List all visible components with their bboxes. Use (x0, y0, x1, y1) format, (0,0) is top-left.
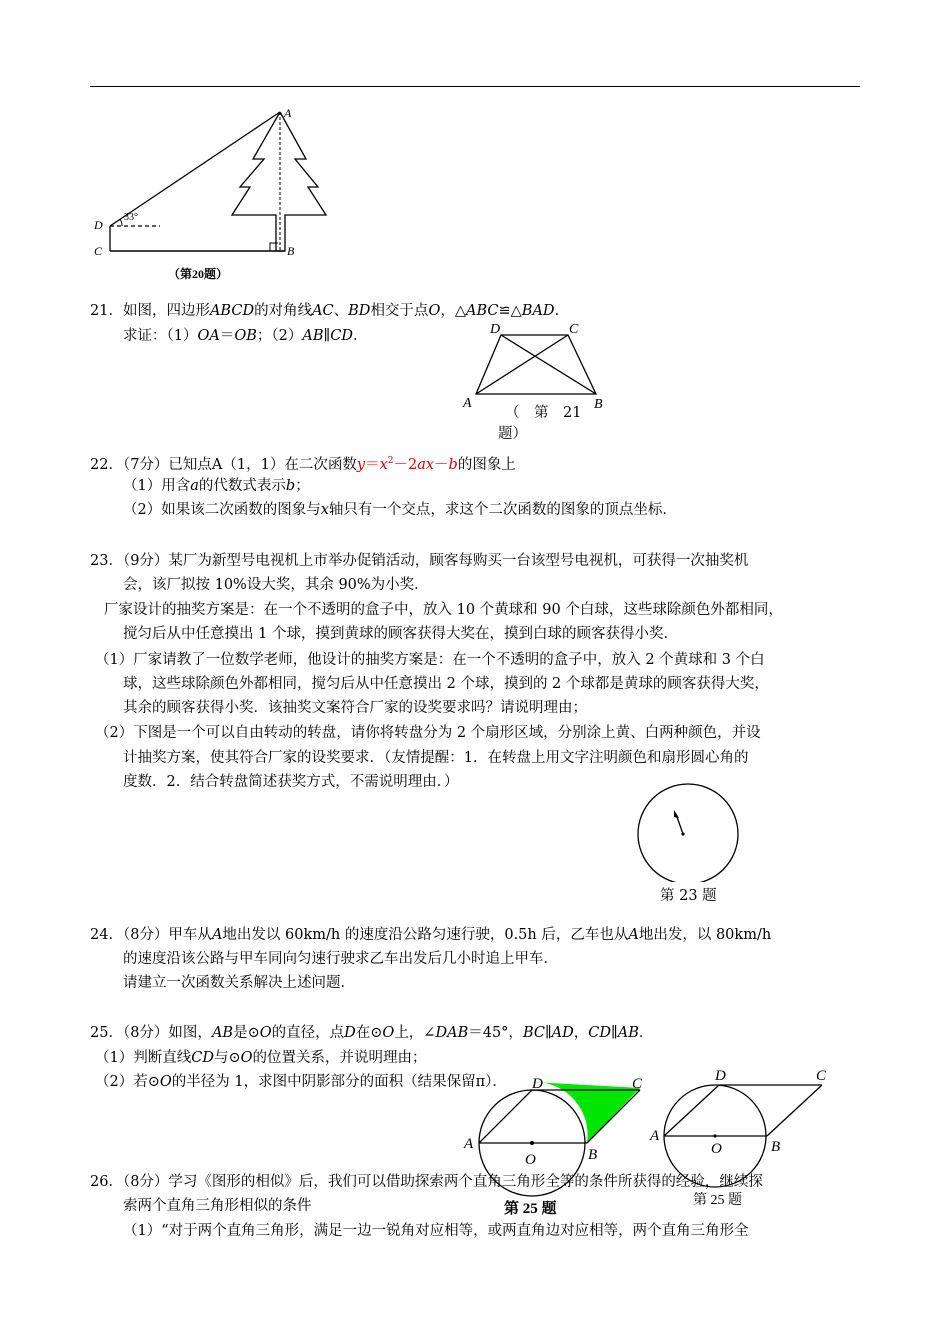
figure-25-left (460, 1072, 660, 1217)
q21-caption-2: 题） (498, 426, 527, 442)
figure-21 (458, 322, 618, 447)
q26-line2: 索两个直角三角形相似的条件 (123, 1198, 312, 1214)
diagonal-AC (476, 335, 568, 394)
line-BC (767, 1085, 822, 1136)
figure-20 (88, 105, 348, 285)
q25-part1: （1）判断直线CD与⊙O的位置关系，并说明理由； (95, 1050, 427, 1066)
label-D: D (94, 218, 103, 232)
tree-outline (232, 112, 326, 251)
label-C: C (816, 1068, 827, 1084)
q25-line1: 25．（8分）如图，AB是⊙O的直径，点D在⊙O上，∠DAB＝45°，BC∥AD，CD∥AB． (90, 1025, 654, 1041)
fig20-caption: （第20题） (168, 267, 229, 281)
q23-line5: （1）厂家请教了一位数学老师，他设计的抽奖方案是：在一个不透明的盒子中，放入 2 个黄球和 3 个白 (95, 652, 765, 668)
label-B: B (588, 1147, 598, 1163)
q24-line1: 24．（8分）甲车从A地出发以 60km/h 的速度沿公路匀速行驶，0.5h 后，乙车也从A地出发，以 80km/h (90, 927, 772, 943)
header-rule (90, 86, 860, 87)
q23-line6: 球，这些球除颜色外都相同，搅匀后从中任意摸出 2 个球，摸到的 2 个球都是黄球的顾客获得大奖， (123, 676, 769, 692)
q23-line8: （2）下图是一个可以自由转动的转盘，请你将转盘分为 2 个扇形区域，分别涂上黄、白两种颜色，并设 (95, 725, 761, 741)
sight-line (110, 112, 280, 226)
angle-arc (120, 219, 122, 226)
label-D: D (490, 322, 501, 337)
right-angle-mark (270, 243, 278, 251)
q21-caption-1: （ 第 21 (505, 405, 582, 421)
q21-prove: 求证：（1）OA＝OB；（2）AB∥CD． (123, 328, 368, 344)
q24-line3: 请建立一次函数关系解决上述问题． (123, 975, 355, 991)
trapezoid (476, 335, 596, 394)
label-A: A (284, 106, 292, 120)
label-C: C (569, 322, 579, 337)
label-O: O (525, 1152, 536, 1168)
label-angle: 33° (124, 212, 138, 223)
q22-stem: 22．（7分）已知点A（1，1）在二次函数$y=x^2-2ax-b$的图象上 (90, 456, 516, 473)
q23-line10: 度数．2．结合转盘简述获奖方式，不需说明理由．） (123, 774, 459, 790)
q23-line1: 23．（9分）某厂为新型号电视机上市举办促销活动，顾客每购买一台该型号电视机，可获得一次抽奖机 (90, 553, 749, 569)
q21-stem: 21．如图，四边形ABCD的对角线AC、BD相交于点O，△ABC≌△BAD． (90, 303, 570, 319)
fig25-left-caption: 第 25 题 (504, 1201, 557, 1217)
q24-line2: 的速度沿该公路与甲车同向匀速行驶求乙车出发后几小时追上甲车． (123, 951, 558, 967)
chord-AD (479, 1090, 532, 1143)
q26-line1: 26．（8分）学习《图形的相似》后，我们可以借助探索两个直角三角形全等的条件所获得的经验，继续探 (90, 1174, 763, 1190)
q25-part2: （2）若⊙O的半径为 1，求图中阴影部分的面积（结果保留π）． (95, 1074, 507, 1090)
label-C: C (632, 1076, 643, 1092)
fig25-right-caption: 第 25 题 (693, 1193, 742, 1208)
shaded-region (532, 1082, 640, 1143)
q23-line4: 搅匀后从中任意摸出 1 个球，摸到黄球的顾客获得大奖在，摸到白球的顾客获得小奖． (123, 626, 678, 642)
q23-line9: 计抽奖方案，使其符合厂家的设奖要求．（友情提醒：1．在转盘上用文字注明颜色和扇形圆心角的 (123, 750, 749, 766)
q26-line3: （1）“对于两个直角三角形，满足一边一锐角对应相等，或两直角边对应相等，两个直角三角形全 (123, 1223, 749, 1239)
spinner-figure (630, 782, 750, 882)
spinner-center (681, 832, 684, 835)
q22-part1: （1）用含a的代数式表示b； (123, 478, 310, 494)
q23-line2: 会，该厂拟按 10%设大奖，其余 90%为小奖． (123, 577, 429, 593)
label-D: D (715, 1068, 726, 1084)
label-B: B (594, 397, 603, 412)
q23-line7: 其余的顾客获得小奖．该抽奖文案符合厂家的设奖要求吗？请说明理由； (123, 700, 587, 716)
q23-line3: 厂家设计的抽奖方案是：在一个不透明的盒子中，放入 10 个黄球和 90 个白球，这些球除颜色外都相同， (104, 602, 783, 618)
q23-caption: 第 23 题 (660, 888, 717, 904)
label-A: A (650, 1128, 660, 1144)
label-D: D (532, 1076, 543, 1092)
spinner-arrowhead (674, 810, 679, 818)
q22-part2: （2）如果该二次函数的图象与x轴只有一个交点，求这个二次函数的图象的顶点坐标． (123, 502, 677, 518)
center-dot (530, 1141, 534, 1145)
center-dot (713, 1134, 716, 1137)
label-B: B (771, 1139, 781, 1155)
spinner-circle (638, 784, 738, 882)
label-A: A (464, 1136, 474, 1152)
label-A: A (463, 396, 472, 411)
label-O: O (711, 1141, 722, 1157)
label-C: C (94, 244, 103, 258)
label-B: B (287, 244, 295, 258)
chord-AD (664, 1085, 719, 1136)
